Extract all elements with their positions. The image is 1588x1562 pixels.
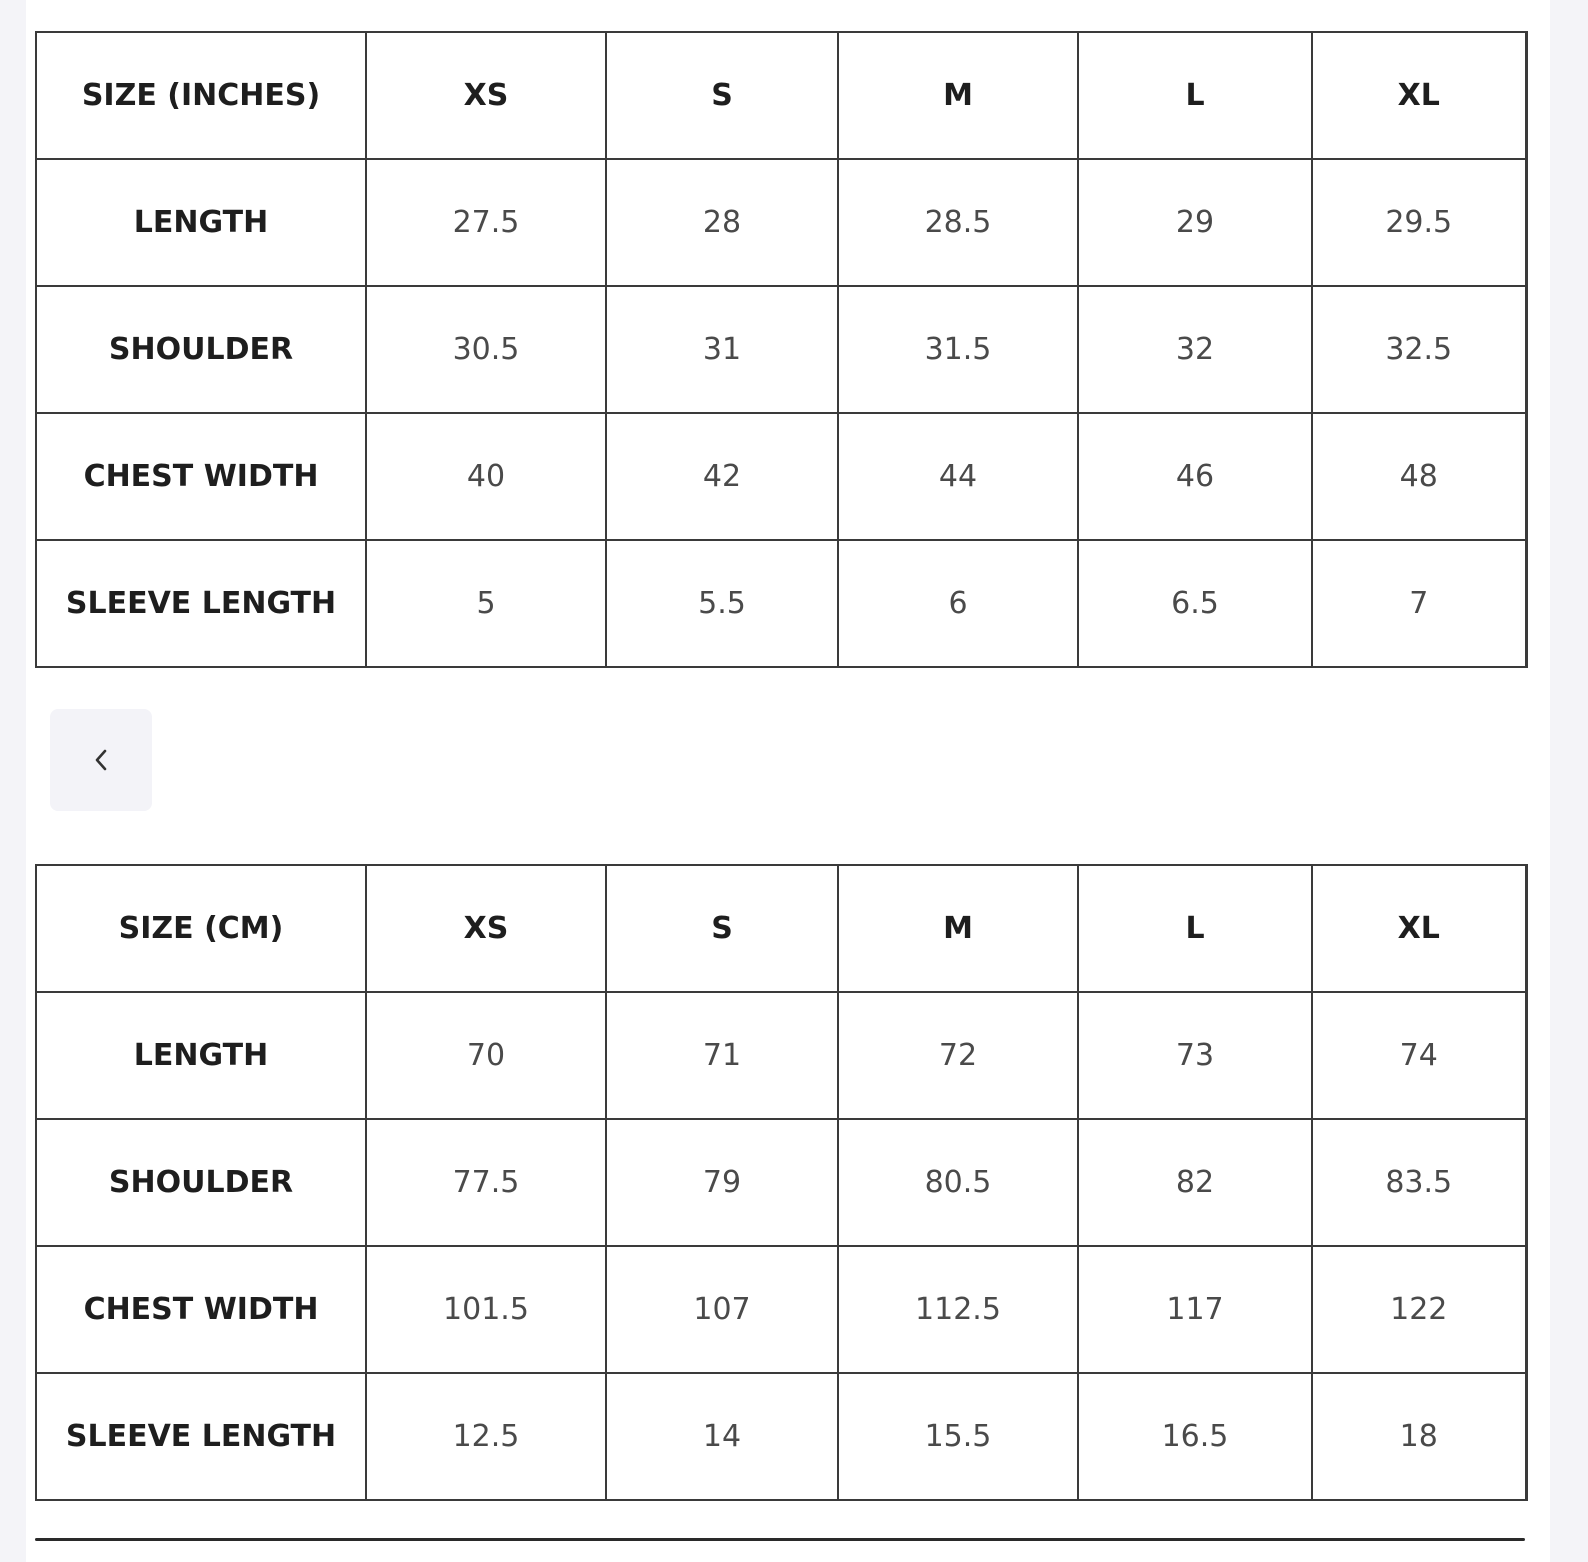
table-cell: 74 <box>1312 992 1526 1119</box>
table-cell: 112.5 <box>838 1246 1078 1373</box>
table-cell: 30.5 <box>366 286 606 413</box>
row-label-length: LENGTH <box>36 159 366 286</box>
header-cell-size-unit: SIZE (INCHES) <box>36 32 366 159</box>
table-cell: 79 <box>606 1119 838 1246</box>
table-cell: 83.5 <box>1312 1119 1526 1246</box>
table-cell: 32.5 <box>1312 286 1526 413</box>
table-cell: 7 <box>1312 540 1526 667</box>
table-cell: 31.5 <box>838 286 1078 413</box>
table-cell: 18 <box>1312 1373 1526 1500</box>
table-cell: 12.5 <box>366 1373 606 1500</box>
table-cell: 5 <box>366 540 606 667</box>
table-cell: 29 <box>1078 159 1312 286</box>
table-header-row <box>36 865 1526 992</box>
table-cell: 16.5 <box>1078 1373 1312 1500</box>
table-cell: 77.5 <box>366 1119 606 1246</box>
table-cell: 107 <box>606 1246 838 1373</box>
table-cell: 29.5 <box>1312 159 1526 286</box>
header-cell-l: L <box>1078 865 1312 992</box>
table-row <box>36 1373 1526 1500</box>
table-row <box>36 1119 1526 1246</box>
header-cell-xl: XL <box>1312 865 1526 992</box>
table-cell: 122 <box>1312 1246 1526 1373</box>
size-chart-inches-table <box>35 31 1528 668</box>
table-cell: 46 <box>1078 413 1312 540</box>
table-row <box>36 540 1526 667</box>
previous-button[interactable] <box>50 709 152 811</box>
header-cell-s: S <box>606 32 838 159</box>
table-cell: 14 <box>606 1373 838 1500</box>
table-cell: 28.5 <box>838 159 1078 286</box>
table-header-row <box>36 32 1526 159</box>
table-cell: 6 <box>838 540 1078 667</box>
table-cell: 44 <box>838 413 1078 540</box>
table-cell: 15.5 <box>838 1373 1078 1500</box>
table-row <box>36 286 1526 413</box>
table-cell: 32 <box>1078 286 1312 413</box>
table-cell: 6.5 <box>1078 540 1312 667</box>
table-cell: 31 <box>606 286 838 413</box>
table-cell: 80.5 <box>838 1119 1078 1246</box>
header-cell-s: S <box>606 865 838 992</box>
table-cell: 40 <box>366 413 606 540</box>
table-cell: 101.5 <box>366 1246 606 1373</box>
header-cell-m: M <box>838 865 1078 992</box>
row-label-chest-width: CHEST WIDTH <box>36 1246 366 1373</box>
chevron-left-icon <box>92 747 110 773</box>
table-row <box>36 413 1526 540</box>
table-cell: 27.5 <box>366 159 606 286</box>
row-label-shoulder: SHOULDER <box>36 1119 366 1246</box>
divider <box>35 1538 1525 1541</box>
header-cell-xs: XS <box>366 865 606 992</box>
page-container <box>26 0 1550 1562</box>
size-chart-cm-table <box>35 864 1528 1501</box>
table-row <box>36 992 1526 1119</box>
row-label-shoulder: SHOULDER <box>36 286 366 413</box>
table-cell: 73 <box>1078 992 1312 1119</box>
header-cell-m: M <box>838 32 1078 159</box>
table-cell: 5.5 <box>606 540 838 667</box>
table-cell: 117 <box>1078 1246 1312 1373</box>
header-cell-l: L <box>1078 32 1312 159</box>
table-cell: 70 <box>366 992 606 1119</box>
row-label-sleeve-length: SLEEVE LENGTH <box>36 540 366 667</box>
header-cell-xs: XS <box>366 32 606 159</box>
row-label-length: LENGTH <box>36 992 366 1119</box>
row-label-sleeve-length: SLEEVE LENGTH <box>36 1373 366 1500</box>
row-label-chest-width: CHEST WIDTH <box>36 413 366 540</box>
table-cell: 82 <box>1078 1119 1312 1246</box>
table-cell: 71 <box>606 992 838 1119</box>
header-cell-xl: XL <box>1312 32 1526 159</box>
table-cell: 28 <box>606 159 838 286</box>
table-cell: 48 <box>1312 413 1526 540</box>
table-row <box>36 159 1526 286</box>
table-row <box>36 1246 1526 1373</box>
table-cell: 72 <box>838 992 1078 1119</box>
table-cell: 42 <box>606 413 838 540</box>
header-cell-size-unit: SIZE (CM) <box>36 865 366 992</box>
